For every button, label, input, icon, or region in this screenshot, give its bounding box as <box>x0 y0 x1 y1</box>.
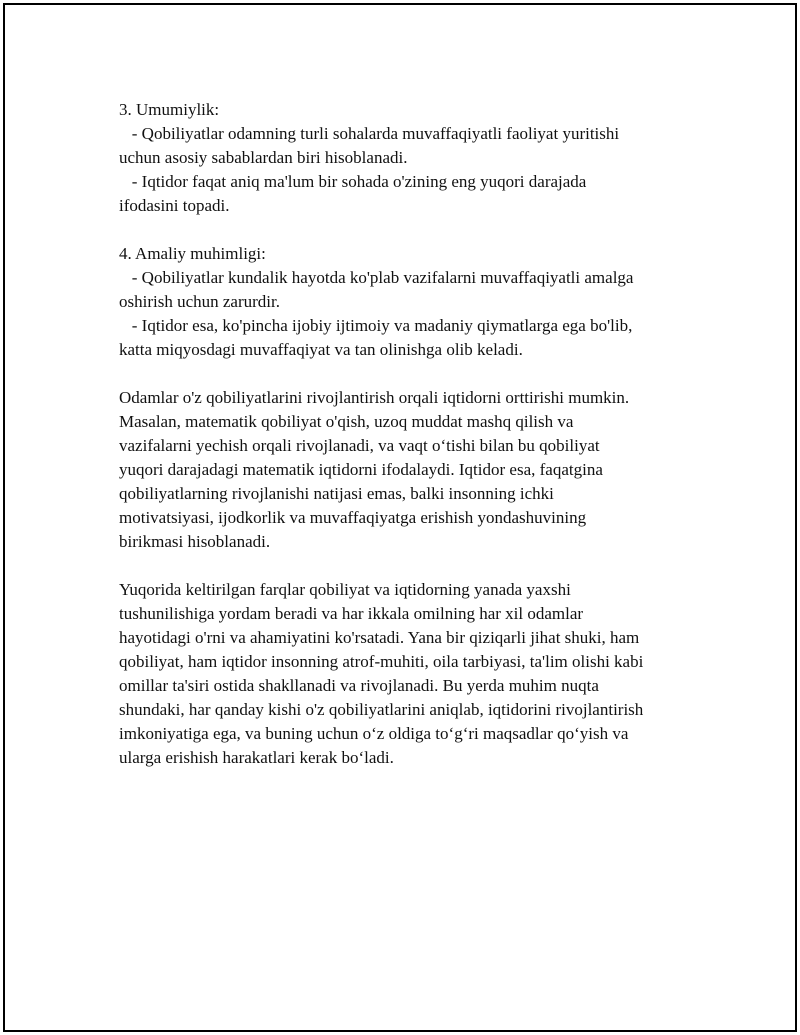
text-line: katta miqyosdagi muvaffaqiyat va tan olinishga olib keladi. <box>119 340 523 359</box>
text-line: - Qobiliyatlar odamning turli sohalarda muvaffaqiyatli faoliyat yuritishi <box>119 124 620 143</box>
text-line: qobiliyat, ham iqtidor insonning atrof-muhiti, oila tarbiyasi, ta'lim olishi kabi <box>119 652 644 671</box>
text-line: birikmasi hisoblanadi. <box>119 532 271 551</box>
paragraph-spacer <box>119 362 719 386</box>
text-line: ifodasini topadi. <box>119 196 230 215</box>
text-line: ularga erishish harakatlari kerak bo‘ladi. <box>119 748 394 767</box>
text-line: tushunilishiga yordam beradi va har ikkala omilning har xil odamlar <box>119 604 584 623</box>
text-line: vazifalarni yechish orqali rivojlanadi, va vaqt o‘tishi bilan bu qobiliyat <box>119 436 600 455</box>
document-page <box>3 3 797 1032</box>
text-line: motivatsiyasi, ijodkorlik va muvaffaqiyatga erishish yondashuvining <box>119 508 587 527</box>
text-line: oshirish uchun zarurdir. <box>119 292 280 311</box>
text-line: shundaki, har qanday kishi o'z qobiliyatlarini aniqlab, iqtidorini rivojlantirish <box>119 700 644 719</box>
text-line: omillar ta'siri ostida shakllanadi va rivojlanadi. Bu yerda muhim nuqta <box>119 676 599 695</box>
text-line: qobiliyatlarning rivojlanishi natijasi emas, balki insonning ichki <box>119 484 554 503</box>
section-heading: 4. Amaliy muhimligi: <box>119 244 266 263</box>
paragraph-spacer <box>119 554 719 578</box>
text-line: hayotidagi o'rni va ahamiyatini ko'rsatadi. Yana bir qiziqarli jihat shuki, ham <box>119 628 640 647</box>
document-body <box>119 98 719 770</box>
text-line: - Iqtidor esa, ko'pincha ijobiy ijtimoiy va madaniy qiymatlarga ega bo'lib, <box>119 316 633 335</box>
section-heading: 3. Umumiylik: <box>119 100 220 119</box>
text-line: imkoniyatiga ega, va buning uchun o‘z oldiga to‘g‘ri maqsadlar qo‘yish va <box>119 724 629 743</box>
text-line: yuqori darajadagi matematik iqtidorni ifodalaydi. Iqtidor esa, faqatgina <box>119 460 603 479</box>
text-line: - Iqtidor faqat aniq ma'lum bir sohada o'zining eng yuqori darajada <box>119 172 587 191</box>
text-line: - Qobiliyatlar kundalik hayotda ko'plab vazifalarni muvaffaqiyatli amalga <box>119 268 634 287</box>
text-line: uchun asosiy sabablardan biri hisoblanadi. <box>119 148 408 167</box>
text-line: Odamlar o'z qobiliyatlarini rivojlantirish orqali iqtidorni orttirishi mumkin. <box>119 388 630 407</box>
text-line: Masalan, matematik qobiliyat o'qish, uzoq muddat mashq qilish va <box>119 412 574 431</box>
text-line: Yuqorida keltirilgan farqlar qobiliyat va iqtidorning yanada yaxshi <box>119 580 571 599</box>
paragraph-spacer <box>119 218 719 242</box>
